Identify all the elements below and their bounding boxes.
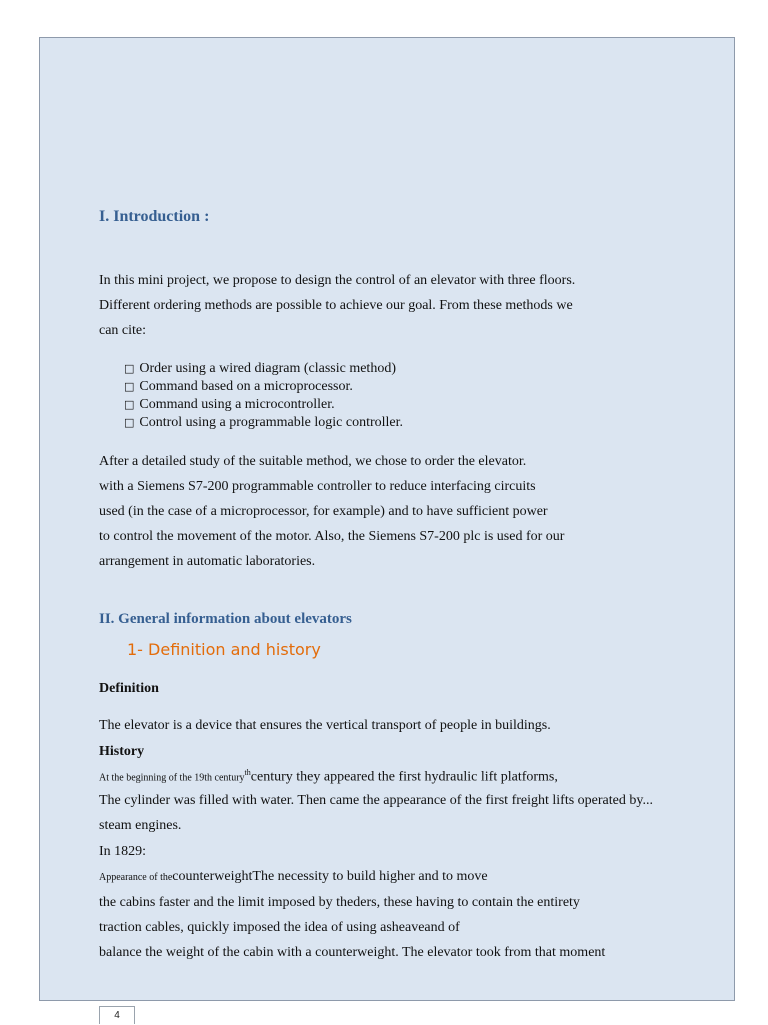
method-item-label: Command using a microcontroller.	[139, 397, 335, 412]
checkbox-bullet-icon: □	[124, 380, 135, 393]
history-line-7-pre: traction cables, quickly imposed the idea of using a	[99, 920, 387, 935]
definition-text: The elevator is a device that ensures the vertical transport of people in buildings.	[99, 718, 551, 733]
history-line-5-small: Appearance of the	[99, 872, 173, 883]
checkbox-bullet-icon: □	[124, 362, 135, 375]
history-line-1-main: century they appeared the first hydraulic lift platforms,	[250, 769, 558, 785]
list-item	[124, 415, 403, 431]
choice-line-2: with a Siemens S7-200 programmable controller to reduce interfacing circuits	[99, 479, 536, 494]
history-line-6: the cabins faster and the limit imposed by theders, these having to contain the entirety	[99, 895, 580, 910]
intro-line-2: Different ordering methods are possible to achieve our goal. From these methods we	[99, 298, 573, 313]
history-line-7-term: sheave	[386, 920, 425, 935]
intro-line-1: In this mini project, we propose to design the control of an elevator with three floors.	[99, 273, 576, 288]
choice-line-5: arrangement in automatic laboratories.	[99, 554, 316, 569]
heading-general-information: II. General information about elevators	[99, 611, 352, 627]
label-definition: Definition	[99, 681, 159, 696]
document-page	[39, 37, 735, 1001]
history-line-5-term: counterweight	[172, 869, 253, 884]
list-item	[124, 397, 335, 413]
method-item-label: Control using a programmable logic controller.	[139, 415, 404, 430]
method-item-label: Command based on a microprocessor.	[139, 379, 353, 394]
heading-introduction: I. Introduction :	[99, 208, 210, 225]
history-line-4: In 1829:	[99, 844, 147, 859]
checkbox-bullet-icon: □	[124, 416, 135, 429]
history-line-5-main: The necessity to build higher and to move	[252, 869, 488, 884]
history-line-1-small: At the beginning of the 19th century	[99, 772, 245, 784]
subheading-definition-history: 1- Definition and history	[127, 640, 321, 659]
history-line-7-post: and of	[424, 920, 460, 935]
history-line-8: balance the weight of the cabin with a counterweight. The elevator took from that moment	[99, 945, 606, 960]
choice-line-4: to control the movement of the motor. Also, the Siemens S7-200 plc is used for our	[99, 529, 565, 544]
history-line-1-sup: th	[244, 768, 251, 777]
list-item	[124, 379, 353, 395]
checkbox-bullet-icon: □	[124, 398, 135, 411]
choice-line-3: used (in the case of a microprocessor, for example) and to have sufficient power	[99, 504, 548, 519]
history-line-3: steam engines.	[99, 818, 182, 833]
history-line-2: The cylinder was filled with water. Then came the appearance of the first freight lifts operated by...	[99, 793, 653, 808]
page-number: 4	[99, 1006, 135, 1024]
intro-line-3: can cite:	[99, 323, 147, 338]
history-line-1	[99, 768, 558, 786]
label-history: History	[99, 744, 145, 759]
history-line-7	[99, 920, 460, 936]
choice-line-1: After a detailed study of the suitable method, we chose to order the elevator.	[99, 454, 527, 469]
history-line-5	[99, 869, 488, 885]
list-item	[124, 361, 396, 377]
method-item-label: Order using a wired diagram (classic method)	[139, 361, 396, 376]
